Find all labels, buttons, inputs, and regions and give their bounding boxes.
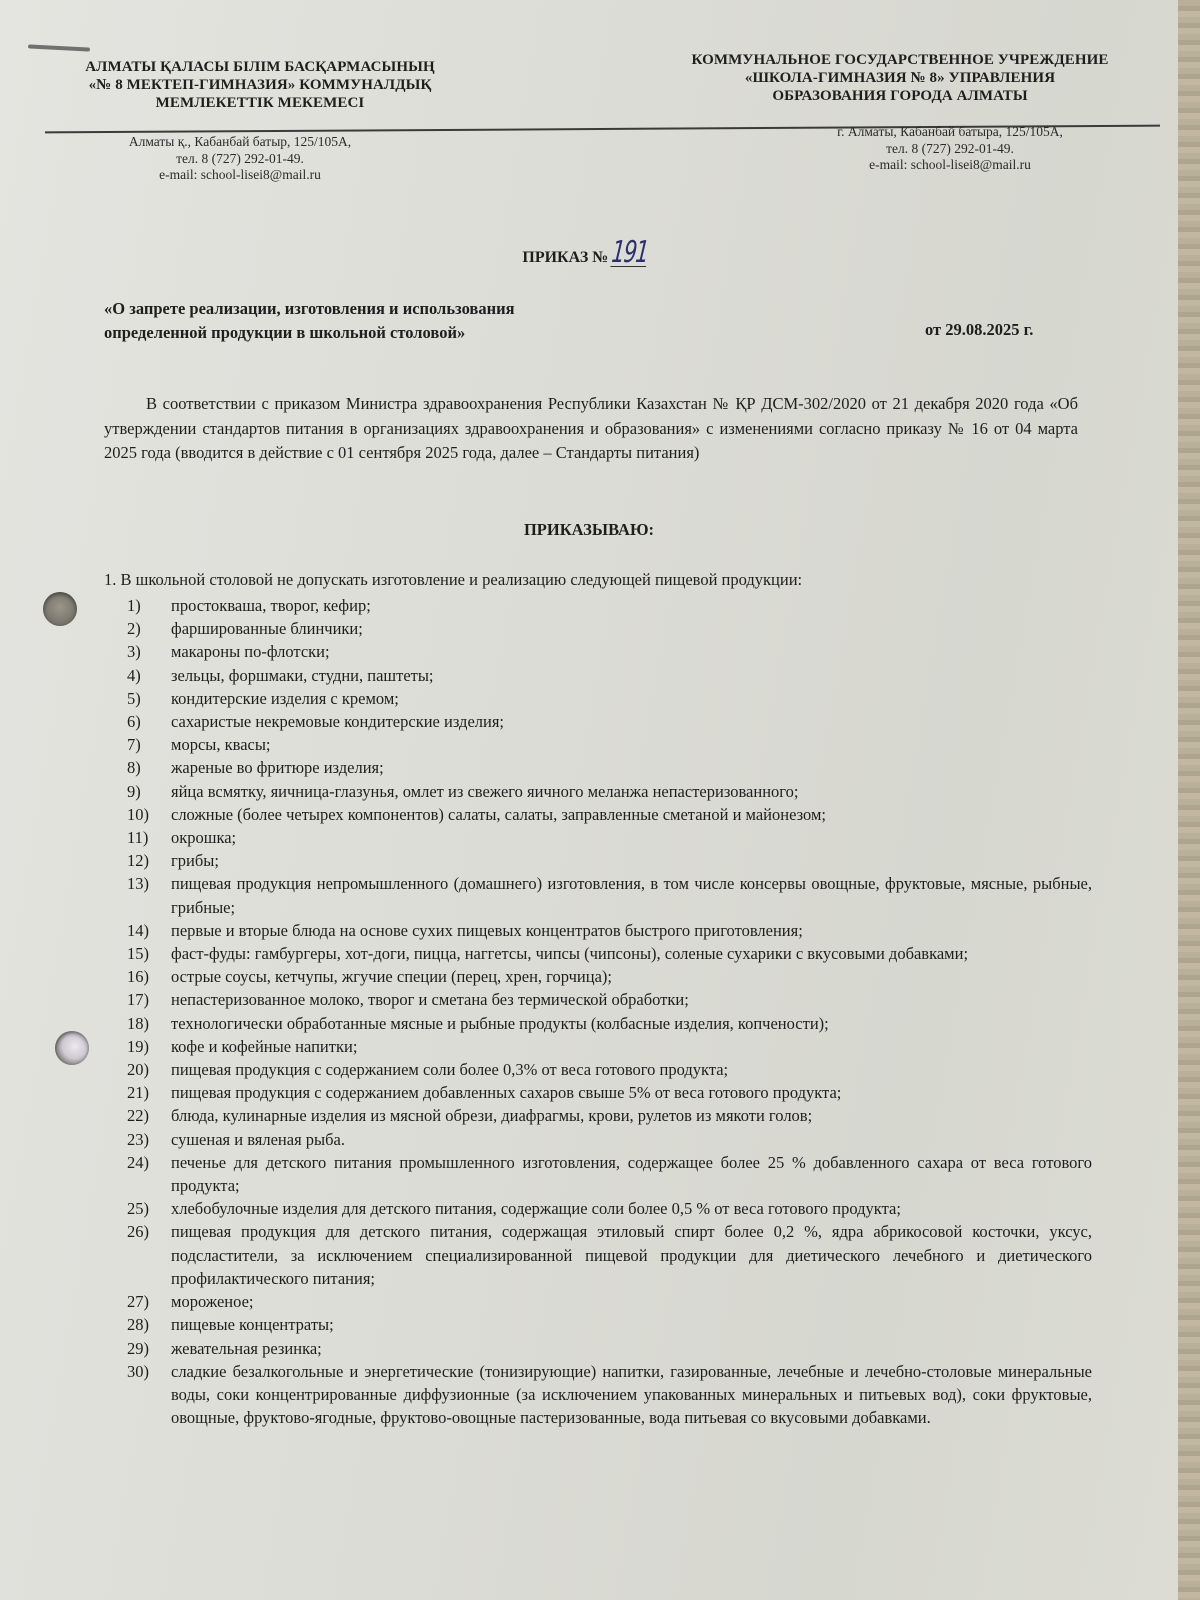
list-item <box>127 687 1092 710</box>
list-item <box>127 733 1092 756</box>
letterhead-left-org <box>60 58 460 112</box>
list-item-number: 17) <box>127 990 149 1010</box>
list-item-text: блюда, кулинарные изделия из мясной обрези, диафрагмы, крови, рулетов из мякоти голов; <box>171 1106 813 1126</box>
list-item-text: печенье для детского питания промышленного изготовления, содержащее более 25 % добавленного сахара от веса готового продукта; <box>171 1152 1092 1196</box>
list-item <box>127 640 1092 663</box>
order-title-prefix: ПРИКАЗ № <box>522 249 609 266</box>
list-item-text: пищевая продукция для детского питания, содержащая этиловый спирт более 0,2 %, ядра абрикосовой косточки, уксус, подсластители, за исключением специализированной пищевой продукции для диетического лечебного и диетического профилактического питания; <box>171 1222 1092 1288</box>
list-item-number: 24) <box>127 1152 149 1172</box>
list-item <box>127 1128 1092 1151</box>
list-item <box>127 1360 1092 1430</box>
phone-line: тел. 8 (727) 292-01-49. <box>176 150 304 166</box>
list-item <box>127 872 1092 918</box>
org-line: КОММУНАЛЬНОЕ ГОСУДАРСТВЕННОЕ УЧРЕЖДЕНИЕ <box>691 52 1109 68</box>
list-item <box>127 1290 1092 1313</box>
list-item <box>127 965 1092 988</box>
email-line: e-mail: school-lisei8@mail.ru <box>869 157 1031 172</box>
org-line: «№ 8 МЕКТЕП-ГИМНАЗИЯ» КОММУНАЛДЫҚ <box>88 77 432 93</box>
list-item-text: первые и вторые блюда на основе сухих пищевых концентратов быстрого приготовления; <box>171 920 803 940</box>
list-item <box>127 1197 1092 1220</box>
list-item <box>127 664 1092 687</box>
list-item-number: 15) <box>127 944 149 964</box>
list-item <box>127 1058 1092 1081</box>
list-item <box>127 594 1092 617</box>
letterhead-right-address <box>790 124 1110 174</box>
subject-line: «О запрете реализации, изготовления и использования <box>104 299 515 318</box>
org-line: МЕМЛЕКЕТТІК МЕКЕМЕСІ <box>155 95 365 111</box>
address-line: г. Алматы, Кабанбай батыра, 125/105А, <box>837 124 1063 139</box>
list-item <box>127 919 1092 942</box>
list-item <box>127 942 1092 965</box>
order-date: от 29.08.2025 г. <box>925 320 1034 339</box>
list-item <box>127 617 1092 640</box>
desk-background <box>1178 0 1200 1600</box>
list-item-number: 18) <box>127 1013 149 1033</box>
letterhead-left-address <box>80 134 400 184</box>
order-title <box>0 235 1178 270</box>
list-item-number: 23) <box>127 1129 149 1149</box>
list-item <box>127 780 1092 803</box>
list-item <box>127 710 1092 733</box>
list-item-text: фаст-фуды: гамбургеры, хот-доги, пицца, наггетсы, чипсы (чипсоны), соленые сухарики с вкусовыми добавками; <box>171 944 969 964</box>
list-item <box>127 1220 1092 1290</box>
list-item-text: сладкие безалкогольные и энергетические (тонизирующие) напитки, газированные, лечебные и лечебно-столовые минеральные воды, соки концентрированные диффузионные (за исключением упакованных минеральных и питьевых вод), соки фруктовые, овощные, фруктово-ягодные, фруктово-овощные пастеризованные, вода питьевая со вкусовыми добавками. <box>171 1361 1092 1428</box>
prohibited-products-list <box>127 594 1092 1429</box>
list-item-number: 26) <box>127 1222 149 1242</box>
list-item-number: 21) <box>127 1083 149 1103</box>
list-item-number: 28) <box>127 1315 149 1335</box>
list-item-text: фаршированные блинчики; <box>171 619 363 639</box>
order-number-handwritten: 191 <box>610 235 650 270</box>
list-item <box>127 1337 1092 1360</box>
list-item <box>127 1104 1092 1127</box>
pen-mark <box>28 44 90 51</box>
list-item-text: сахаристые некремовые кондитерские изделия; <box>171 712 505 732</box>
list-item-text: простокваша, творог, кефир; <box>171 596 371 615</box>
ordering-heading: ПРИКАЗЫВАЮ: <box>523 520 655 539</box>
list-item-number: 7) <box>127 735 141 755</box>
list-item-number: 29) <box>127 1338 149 1358</box>
list-item-text: технологически обработанные мясные и рыбные продукты (колбасные изделия, копчености); <box>171 1013 829 1033</box>
email-line: e-mail: school-lisei8@mail.ru <box>159 167 321 182</box>
list-item-number: 6) <box>127 712 141 732</box>
list-item <box>127 803 1092 826</box>
list-item-text: сложные (более четырех компонентов) салаты, салаты, заправленные сметаной и майонезом; <box>171 804 826 824</box>
list-item-text: макароны по-флотски; <box>171 642 330 662</box>
list-item-text: сушеная и вяленая рыба. <box>171 1129 345 1149</box>
list-item <box>127 988 1092 1011</box>
list-item <box>127 1081 1092 1104</box>
list-item-text: пищевая продукция с содержанием добавленных сахаров свыше 5% от веса готового продукта; <box>171 1083 842 1103</box>
point-1: 1. В школьной столовой не допускать изготовление и реализацию следующей пищевой продукции: <box>104 570 803 589</box>
list-item-number: 12) <box>127 851 149 871</box>
list-item <box>127 756 1092 779</box>
list-item-number: 4) <box>127 665 141 685</box>
list-item-number: 10) <box>127 804 149 824</box>
list-item-number: 22) <box>127 1106 149 1126</box>
list-item-text: хлебобулочные изделия для детского питания, содержащие соли более 0,5 % от веса готового продукта; <box>171 1199 901 1219</box>
punch-hole <box>55 1031 89 1065</box>
list-item-text: жареные во фритюре изделия; <box>171 758 384 778</box>
list-item-text: грибы; <box>171 851 219 871</box>
org-line: ОБРАЗОВАНИЯ ГОРОДА АЛМАТЫ <box>772 88 1028 104</box>
list-item-text: окрошка; <box>171 828 237 848</box>
list-item <box>127 1012 1092 1035</box>
phone-line: тел. 8 (727) 292-01-49. <box>886 140 1014 156</box>
list-item-text: кондитерские изделия с кремом; <box>171 688 399 708</box>
list-item-text: острые соусы, кетчупы, жгучие специи (перец, хрен, горчица); <box>171 967 612 987</box>
list-item-text: непастеризованное молоко, творог и сметана без термической обработки; <box>171 990 689 1010</box>
list-item-number: 16) <box>127 967 149 987</box>
list-item-number: 13) <box>127 874 149 894</box>
list-item-text: мороженое; <box>171 1292 254 1312</box>
letterhead-right-org <box>665 51 1135 105</box>
list-item-text: жевательная резинка; <box>171 1338 322 1358</box>
subject-line: определенной продукции в школьной столовой» <box>104 323 466 342</box>
org-line: АЛМАТЫ ҚАЛАСЫ БІЛІМ БАСҚАРМАСЫНЫҢ <box>85 59 435 75</box>
org-line: «ШКОЛА-ГИМНАЗИЯ № 8» УПРАВЛЕНИЯ <box>744 70 1056 86</box>
list-item <box>127 1313 1092 1336</box>
preamble-paragraph: В соответствии с приказом Министра здравоохранения Республики Казахстан № ҚР ДСМ-302/2020 от 21 декабря 2020 года «Об утверждении стандартов питания в организациях здравоохранения и образования» с изменениями согласно приказу № 16 от 04 марта 2025 года (вводится в действие с 01 сентября 2025 года, далее – Стандарты питания) <box>104 394 1078 462</box>
list-item-number: 1) <box>127 596 141 615</box>
list-item-text: пищевая продукция непромышленного (домашнего) изготовления, в том числе консервы овощные, фруктовые, мясные, рыбные, грибные; <box>171 874 1092 917</box>
list-item-text: морсы, квасы; <box>171 735 271 755</box>
list-item-text: яйца всмятку, яичница-глазунья, омлет из свежего яичного меланжа непастеризованного; <box>171 781 799 801</box>
list-item <box>127 1035 1092 1058</box>
list-item-number: 5) <box>127 688 141 708</box>
list-item-number: 30) <box>127 1361 149 1381</box>
list-item-number: 20) <box>127 1060 149 1080</box>
order-subject <box>104 297 704 345</box>
list-item <box>127 826 1092 849</box>
list-item-number: 11) <box>127 828 149 848</box>
list-item-number: 25) <box>127 1199 149 1219</box>
list-item-number: 8) <box>127 758 141 778</box>
list-item-number: 2) <box>127 619 141 639</box>
list-item-number: 19) <box>127 1036 149 1056</box>
list-item-text: зельцы, форшмаки, студни, паштеты; <box>171 665 434 685</box>
list-item <box>127 1151 1092 1197</box>
list-item-number: 3) <box>127 642 141 662</box>
list-item-number: 27) <box>127 1292 149 1312</box>
list-item-number: 14) <box>127 920 149 940</box>
list-item-text: пищевые концентраты; <box>171 1315 334 1335</box>
punch-hole <box>43 592 77 626</box>
list-item-text: кофе и кофейные напитки; <box>171 1036 358 1056</box>
list-item-text: пищевая продукция с содержанием соли более 0,3% от веса готового продукта; <box>171 1060 729 1080</box>
address-line: Алматы қ., Кабанбай батыр, 125/105А, <box>128 134 352 149</box>
list-item-number: 9) <box>127 781 141 801</box>
list-item <box>127 849 1092 872</box>
